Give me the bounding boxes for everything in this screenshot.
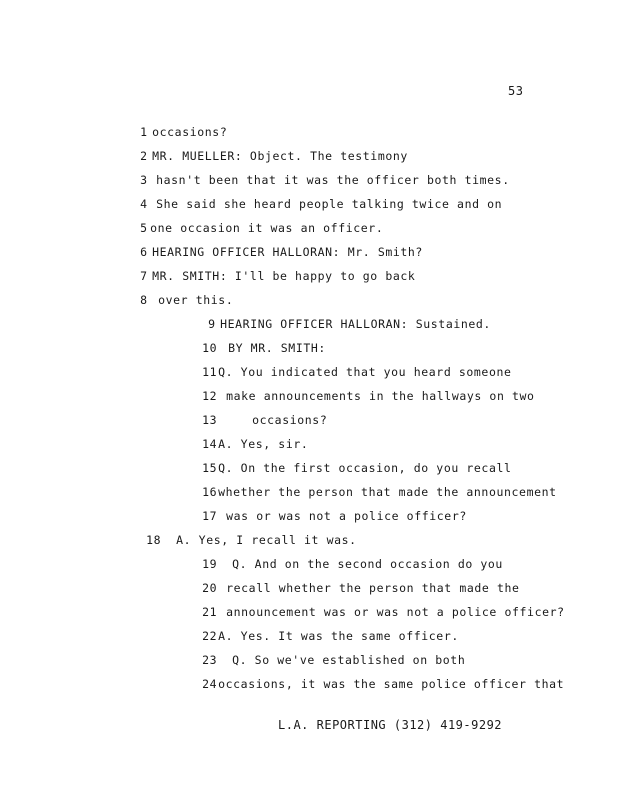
line-number: 17: [202, 509, 218, 523]
line-number: 18: [146, 533, 162, 547]
line-number: 16: [202, 485, 218, 499]
transcript-line-1: [110, 108, 228, 139]
line-text: A. Yes, I recall it was.: [176, 533, 357, 547]
line-text: one occasion it was an officer.: [150, 221, 384, 235]
line-number: 20: [202, 581, 218, 595]
transcript-line-13: [172, 396, 328, 427]
line-text: Q. You indicated that you heard someone: [218, 365, 512, 379]
line-number: 7: [140, 269, 148, 283]
transcript-line-8: [110, 276, 234, 307]
line-number: 5: [140, 221, 148, 235]
transcript-line-5: [110, 204, 384, 235]
line-text: She said she heard people talking twice and on: [156, 197, 503, 211]
line-number: 24: [202, 677, 218, 691]
line-number: 21: [202, 605, 218, 619]
transcript-line-3: [110, 156, 510, 187]
line-text: occasions?: [152, 125, 228, 139]
transcript-line-4: [110, 180, 503, 211]
transcript-line-10: [172, 324, 326, 355]
line-number: 2: [140, 149, 148, 163]
line-text: HEARING OFFICER HALLORAN: Mr. Smith?: [152, 245, 423, 259]
line-number: 6: [140, 245, 148, 259]
transcript-line-14: [172, 420, 309, 451]
line-text: A. Yes, sir.: [218, 437, 309, 451]
line-text: was or was not a police officer?: [226, 509, 467, 523]
line-number: 22: [202, 629, 218, 643]
line-text: whether the person that made the announcement: [218, 485, 557, 499]
line-number: 15: [202, 461, 218, 475]
transcript-line-2: [110, 132, 408, 163]
transcript-line-21: [172, 588, 565, 619]
transcript-line-15: [172, 444, 512, 475]
line-text: hasn't been that it was the officer both times.: [156, 173, 510, 187]
line-text: make announcements in the hallways on two: [226, 389, 535, 403]
transcript-line-12: [172, 372, 535, 403]
transcript-line-7: [110, 252, 416, 283]
line-number: 14: [202, 437, 218, 451]
transcript-line-18: [116, 516, 357, 547]
transcript-line-20: [172, 564, 520, 595]
transcript-line-9: [178, 300, 491, 331]
line-text: recall whether the person that made the: [226, 581, 520, 595]
line-text: A. Yes. It was the same officer.: [218, 629, 459, 643]
transcript-line-16: [172, 468, 557, 499]
line-number: 3: [140, 173, 148, 187]
line-text: Q. On the first occasion, do you recall: [218, 461, 512, 475]
transcript-line-17: [172, 492, 467, 523]
line-number: 19: [202, 557, 218, 571]
line-text: Q. So we've established on both: [232, 653, 466, 667]
line-text: BY MR. SMITH:: [228, 341, 326, 355]
transcript-line-19: [172, 540, 503, 571]
line-text: occasions, it was the same police officer that: [218, 677, 565, 691]
line-number: 10: [202, 341, 218, 355]
reporter-footer: L.A. REPORTING (312) 419-9292: [278, 718, 503, 732]
line-text: over this.: [158, 293, 234, 307]
line-number: 9: [208, 317, 216, 331]
transcript-line-23: [172, 636, 466, 667]
transcript-line-6: [110, 228, 423, 259]
line-text: MR. SMITH: I'll be happy to go back: [152, 269, 416, 283]
line-number: 1: [140, 125, 148, 139]
line-number: 4: [140, 197, 148, 211]
line-number: 12: [202, 389, 218, 403]
page-number: 53: [508, 84, 524, 98]
line-text: MR. MUELLER: Object. The testimony: [152, 149, 408, 163]
line-text: occasions?: [252, 413, 328, 427]
line-text: Q. And on the second occasion do you: [232, 557, 503, 571]
line-text: HEARING OFFICER HALLORAN: Sustained.: [220, 317, 491, 331]
line-number: 23: [202, 653, 218, 667]
transcript-line-22: [172, 612, 459, 643]
transcript-line-11: [172, 348, 512, 379]
transcript-line-24: [172, 660, 565, 691]
line-number: 11: [202, 365, 218, 379]
line-number: 8: [140, 293, 148, 307]
line-text: announcement was or was not a police officer?: [226, 605, 565, 619]
line-number: 13: [202, 413, 218, 427]
